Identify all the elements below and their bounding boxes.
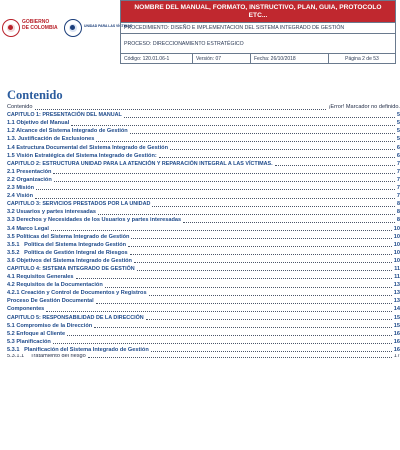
toc-entry-label: 1.5 Visión Estratégica del Sistema Integrado de Gestión: — [7, 152, 157, 159]
toc-entry-page: 7 — [396, 168, 400, 175]
toc-entry[interactable] — [7, 184, 400, 192]
toc-entry-label: 3.5 Políticas del Sistema Integrado de Gestión — [7, 233, 130, 240]
toc-entry[interactable] — [7, 249, 400, 257]
toc-entry-label: 5.2 Enfoque al Cliente — [7, 330, 66, 337]
toc-leader-dots — [53, 173, 394, 174]
toc-entry[interactable] — [7, 233, 400, 241]
toc-entry[interactable] — [7, 297, 400, 305]
toc-leader-dots — [149, 295, 392, 296]
toc-entry-page: 5 — [397, 112, 400, 119]
toc-leader-dots — [105, 287, 392, 288]
toc-leader-dots — [152, 206, 395, 207]
toc-entry[interactable] — [7, 224, 400, 232]
process-label: PROCESO: DIRECCIONAMIENTO ESTRATÉGICO — [121, 34, 396, 54]
toc-leader-dots — [146, 319, 392, 320]
toc-entry-label: 3.2 Usuarios y partes interesadas — [7, 209, 96, 216]
toc-entry[interactable] — [7, 127, 400, 135]
toc-entry-page: 10 — [393, 225, 400, 232]
toc-entry-label: 3.4 Marco Legal — [7, 225, 49, 232]
toc-entry-page: 8 — [396, 217, 400, 224]
toc-entry-label: 2.3 Misión — [7, 185, 35, 192]
toc-leader-dots — [46, 311, 391, 312]
toc-entry[interactable] — [7, 200, 400, 208]
toc-entry-page: ¡Error! Marcador no definido. — [328, 104, 400, 111]
document-date: Fecha: 26/10/2018 — [251, 54, 329, 64]
procedure-label: PROCEDIMIENTO: DISEÑO E IMPLEMENTACION DEL SISTEMA INTEGRADO DE GESTIÓN — [121, 23, 396, 34]
toc-leader-dots — [170, 149, 395, 150]
toc-entry-page: 13 — [393, 282, 400, 289]
toc-entry-label: 1.3. Justificación de Exclusiones — [7, 136, 95, 143]
toc-entry-page: 14 — [393, 306, 400, 313]
toc-leader-dots — [183, 222, 395, 223]
toc-leader-dots — [130, 133, 395, 134]
toc-entry-page: 15 — [394, 314, 400, 321]
toc-leader-dots — [94, 327, 392, 328]
toc-leader-dots — [54, 181, 395, 182]
toc-entry-label: 4.2 Requisitos de la Documentación — [7, 282, 103, 289]
toc-entry[interactable] — [7, 330, 400, 338]
toc-entry-page: 7 — [396, 176, 400, 183]
document-header — [0, 0, 400, 64]
toc-entry-page: 11 — [394, 274, 400, 281]
toc-entry-page: 7 — [396, 185, 400, 192]
toc-entry-page: 8 — [396, 209, 400, 216]
toc-entry-label: 4.2.1 Creación y Control de Documentos y Registros — [7, 290, 147, 297]
toc-entry[interactable] — [7, 176, 400, 184]
page-number: Página 2 de 53 — [329, 54, 396, 64]
toc-entry-page: 6 — [396, 144, 400, 151]
toc-leader-dots — [53, 343, 392, 344]
toc-leader-dots — [151, 351, 392, 352]
toc-entry-page: 15 — [393, 322, 400, 329]
toc-entry[interactable] — [7, 322, 400, 330]
toc-entry[interactable] — [7, 257, 400, 265]
toc-leader-dots — [35, 109, 327, 110]
toc-entry-label: Componentes — [7, 306, 45, 313]
toc-entry[interactable] — [7, 289, 400, 297]
toc-entry[interactable] — [7, 313, 400, 321]
toc-leader-dots — [128, 246, 392, 247]
toc-entry-label: CAPITULO 4: SISTEMA INTEGRADO DE GESTIÓN — [7, 265, 135, 272]
toc-entry[interactable] — [7, 338, 400, 346]
toc-entry-page: 17 — [393, 353, 400, 359]
toc-entry[interactable] — [7, 305, 400, 313]
toc-leader-dots — [35, 198, 395, 199]
toc-entry-label: CAPITULO 3: SERVICIOS PRESTADOS POR LA UNIDAD — [7, 201, 151, 208]
toc-entry-page: 10 — [393, 257, 400, 264]
toc-leader-dots — [124, 117, 395, 118]
toc-entry[interactable] — [7, 160, 400, 168]
toc-entry[interactable] — [7, 265, 400, 273]
toc-entry-label: 4.1 Requisitos Generales — [7, 274, 74, 281]
toc-entry-label: 5.3.1.1 Tratamiento del riesgo — [7, 353, 86, 359]
toc-entry-page: 5 — [396, 128, 400, 135]
toc-entry[interactable] — [7, 111, 400, 119]
toc-entry[interactable] — [7, 281, 400, 289]
toc-entry-label: 3.5.2 Política de Gestión Integral de Riesgos — [7, 249, 128, 256]
toc-leader-dots — [96, 303, 392, 304]
toc-entry-label: 2.2 Organización — [7, 176, 52, 183]
unidad-logo-text: UNIDAD PARA LAS VÍCTIMAS — [84, 24, 133, 28]
gobierno-seal-icon — [2, 19, 20, 37]
toc-entry-page: 10 — [393, 233, 400, 240]
unidad-seal-icon — [64, 19, 82, 37]
toc-entry[interactable] — [7, 103, 400, 111]
table-of-contents — [7, 103, 400, 450]
toc-entry-page: 16 — [393, 346, 400, 353]
toc-leader-dots — [36, 189, 395, 190]
toc-leader-dots — [98, 214, 395, 215]
toc-entry[interactable] — [7, 119, 400, 127]
toc-entry-page: 10 — [393, 249, 400, 256]
toc-entry-label: 5.3.1 Planificación del Sistema Integrado de Gestión — [7, 346, 149, 353]
toc-entry[interactable] — [7, 152, 400, 160]
toc-entry-label: 1.1 Objetivo del Manual — [7, 120, 70, 127]
toc-entry-label: 3.6 Objetivos del Sistema Integrado de Gestión — [7, 257, 132, 264]
toc-entry-page: 7 — [396, 193, 400, 200]
toc-leader-dots — [67, 335, 392, 336]
toc-entry-page: 6 — [396, 152, 400, 159]
toc-entry-label: Contenido — [7, 104, 33, 111]
toc-heading: Contenido — [7, 88, 63, 102]
toc-entry-label: 5.3 Planificación — [7, 338, 51, 345]
toc-entry-page: 5 — [396, 120, 400, 127]
toc-entry-page: 5 — [396, 136, 400, 143]
toc-entry-label: 1.2 Alcance del Sistema Integrado de Gestión — [7, 128, 128, 135]
toc-entry[interactable] — [7, 208, 400, 216]
toc-leader-dots — [96, 141, 395, 142]
toc-entry-label: 1.4 Estructura Documental del Sistema Integrado de Gestión — [7, 144, 169, 151]
toc-entry[interactable] — [7, 241, 400, 249]
document-code: Código: 120.01.06-1 — [121, 54, 193, 64]
toc-entry-label: CAPITULO 5: RESPONSABILIDAD DE LA DIRECCIÓN — [7, 314, 144, 321]
toc-entry-page: 13 — [393, 298, 400, 305]
toc-entry-label: 2.1 Presentación — [7, 168, 52, 175]
toc-entry-label: CAPITULO 1: PRESENTACIÓN DEL MANUAL — [7, 112, 122, 119]
toc-leader-dots — [51, 230, 392, 231]
toc-entry-page: 11 — [394, 265, 400, 272]
toc-entry[interactable] — [7, 354, 400, 360]
document-version: Versión: 07 — [193, 54, 251, 64]
toc-entry[interactable] — [7, 216, 400, 224]
toc-entry-page: 16 — [393, 330, 400, 337]
toc-leader-dots — [275, 165, 395, 166]
toc-entry-label: 3.5.1 Política del Sistema Integrado Gestión — [7, 241, 127, 248]
toc-entry[interactable] — [7, 192, 400, 200]
toc-entry-label: 5.1 Compromiso de la Dirección — [7, 322, 93, 329]
toc-entry[interactable] — [7, 273, 400, 281]
toc-entry-page: 10 — [393, 241, 400, 248]
toc-entry-page: 16 — [393, 338, 400, 345]
toc-leader-dots — [137, 270, 393, 271]
toc-entry-page: 7 — [397, 160, 400, 167]
toc-leader-dots — [88, 357, 392, 358]
toc-entry-label: 2.4 Visión — [7, 193, 34, 200]
toc-entry-label: CAPITULO 2: ESTRUCTURA UNIDAD PARA LA ATENCIÓN Y REPARACIÓN INTEGRAL A LAS VÍCTIMAS. — [7, 160, 273, 167]
toc-leader-dots — [130, 254, 392, 255]
header-logos — [2, 18, 133, 40]
toc-entry[interactable] — [7, 135, 400, 143]
toc-entry[interactable] — [7, 143, 400, 151]
toc-entry-page: 13 — [393, 290, 400, 297]
toc-leader-dots — [134, 262, 392, 263]
toc-entry-page: 8 — [397, 201, 400, 208]
toc-leader-dots — [131, 238, 391, 239]
toc-leader-dots — [159, 157, 395, 158]
toc-entry-label: 3.3 Derechos y Necesidades de los Usuarios y partes interesadas — [7, 217, 182, 224]
gobierno-logo-text: GOBIERNO DE COLOMBIA — [22, 19, 58, 31]
toc-entry[interactable] — [7, 168, 400, 176]
toc-leader-dots — [71, 125, 395, 126]
toc-leader-dots — [76, 278, 393, 279]
toc-entry[interactable] — [7, 346, 400, 354]
document-info-table — [120, 0, 396, 64]
document-title: NOMBRE DEL MANUAL, FORMATO, INSTRUCTIVO, PLAN, GUIA, PROTOCOLO ETC... — [121, 1, 396, 23]
toc-entry-label: Proceso De Gestión Documental — [7, 298, 94, 305]
